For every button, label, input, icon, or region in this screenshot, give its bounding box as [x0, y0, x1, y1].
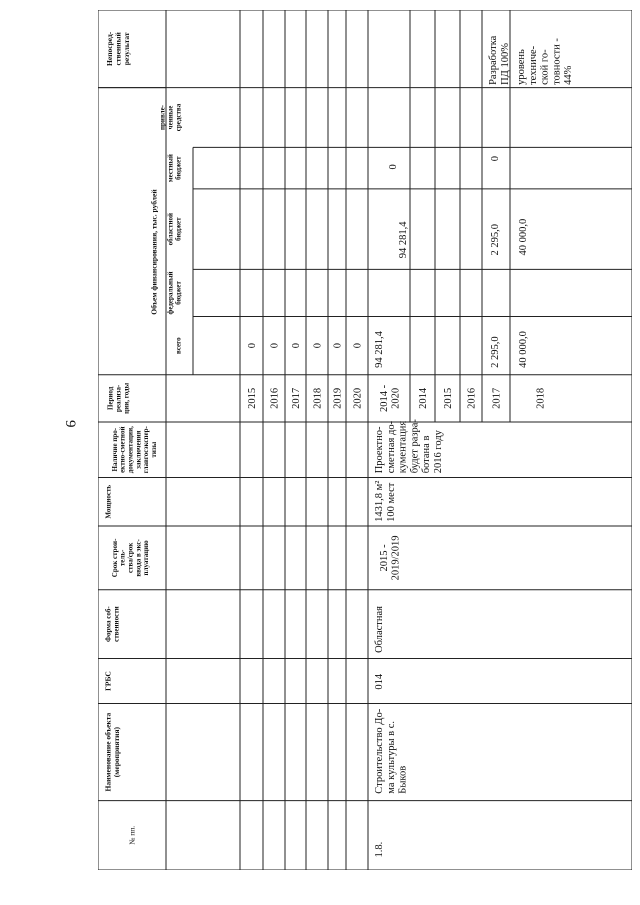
header-regional: областнойбюджет: [166, 212, 183, 246]
regional-cell: 2 295,0: [490, 224, 501, 256]
total-cell: 40 000,0: [518, 331, 529, 368]
header-grbs: ГРБС: [103, 671, 113, 691]
documentation-status: Проектно-сметная до-кументациябудет разра-ботана в2016 году: [374, 419, 444, 474]
header-funding: Объем финансирования, тыс. рублей: [149, 189, 159, 315]
grbs-code: 014: [374, 673, 385, 690]
header-period: Периодреализа-ции, годы: [106, 382, 131, 414]
header-total: всего: [174, 337, 183, 355]
year-cell: 2015: [443, 387, 455, 409]
local-cell: 0: [388, 164, 399, 170]
total-cell: 0: [269, 343, 281, 349]
result-cell: уровеньтехниче-ской го-товности -44%: [516, 38, 575, 85]
year-cell: 2019: [332, 387, 344, 409]
header-result: Непосред-ственныйрезультат: [105, 31, 132, 66]
year-cell: 2018: [312, 387, 324, 409]
period-total: 2014 -2020: [378, 384, 402, 412]
funding-table: [98, 10, 632, 870]
row-number: 1.8.: [374, 841, 385, 858]
header-num: № пп.: [127, 825, 137, 845]
year-cell: 2020: [352, 387, 364, 409]
year-cell: 2015: [247, 387, 259, 409]
total-cell: 0: [247, 343, 259, 349]
header-construction: Срок строи-тель-ства/срокввода в экс-плуатацию: [110, 538, 151, 578]
header-ownership: Форма соб-ственности: [104, 606, 121, 642]
regional-cell: 94 281,4: [398, 221, 409, 259]
ownership-form: Областная: [374, 605, 385, 653]
header-federal: федеральныйбюджет: [166, 271, 183, 315]
table-grid: [98, 10, 632, 870]
total-cell: 94 281,4: [374, 331, 385, 368]
regional-cell: 40 000,0: [518, 218, 529, 256]
year-cell: 2018: [535, 387, 547, 409]
capacity: 1431,8 м²100 мест: [374, 480, 397, 522]
total-cell: 0: [291, 343, 303, 349]
header-attracted: привле-ченныесредства: [158, 103, 183, 132]
header-local: местныйбюджет: [166, 154, 183, 183]
total-cell: 2 295,0: [490, 336, 501, 368]
total-cell: 0: [332, 343, 344, 349]
year-cell: 2017: [291, 387, 303, 409]
page-number: 9: [62, 420, 78, 428]
year-cell: 2016: [466, 387, 478, 409]
year-cell: 2016: [269, 387, 281, 409]
object-name: Строительство До-ма культуры в с.Быков: [374, 708, 409, 794]
local-cell: 0: [490, 155, 501, 162]
header-capacity: Мощность: [104, 484, 113, 519]
header-documentation: Наличие про-ектно-сметнойдокументации,заключенияглавгосэкспер-тизы: [110, 426, 159, 474]
result-cell: РазработкаПД 100%: [488, 35, 511, 85]
year-cell: 2017: [491, 387, 503, 409]
total-cell: 0: [312, 343, 324, 349]
header-name: Наименование объекта(мероприятия): [103, 712, 121, 792]
total-cell: 0: [352, 343, 364, 349]
construction-term: 2015 -2019/2019: [378, 535, 402, 581]
year-cell: 2014: [418, 387, 430, 409]
